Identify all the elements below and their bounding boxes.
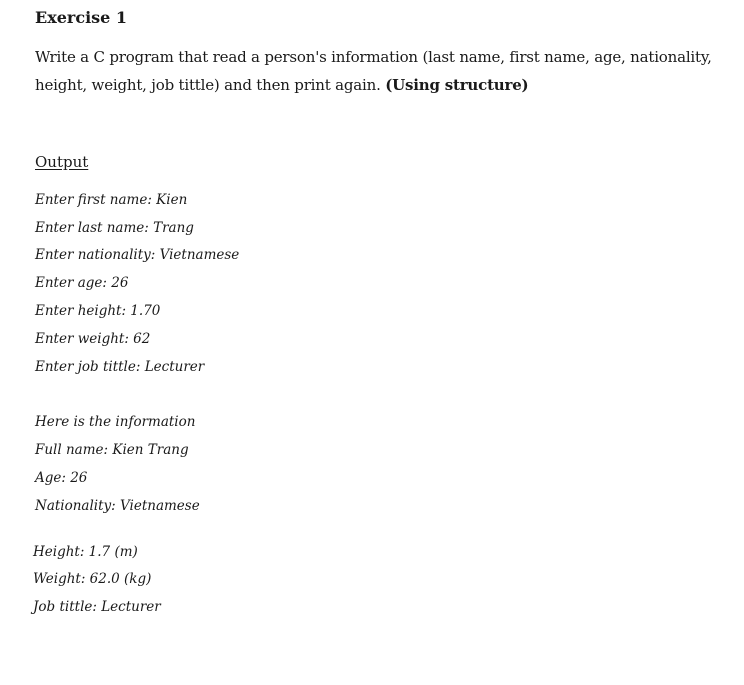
info-nationality: Nationality: Vietnamese — [35, 498, 200, 514]
exercise-title: Exercise 1 — [35, 8, 128, 27]
info-full-name: Full name: Kien Trang — [35, 442, 189, 458]
prompt-nationality: Enter nationality: Vietnamese — [35, 247, 240, 263]
info-job-title: Job tittle: Lecturer — [33, 599, 161, 615]
description-bold-note: (Using structure) — [385, 76, 529, 94]
prompt-weight: Enter weight: 62 — [35, 331, 151, 347]
prompt-job-title: Enter job tittle: Lecturer — [35, 359, 205, 375]
prompt-last-name: Enter last name: Trang — [35, 220, 194, 236]
prompt-first-name: Enter first name: Kien — [35, 192, 188, 208]
prompt-age: Enter age: 26 — [35, 275, 129, 291]
info-header: Here is the information — [35, 414, 196, 430]
output-heading: Output — [35, 153, 89, 171]
description-text: Write a C program that read a person's information (last name, first name, age, nationality, height, weight, job tittle) and then print again. — [35, 48, 712, 94]
info-height: Height: 1.7 (m) — [33, 544, 138, 560]
exercise-description — [35, 43, 715, 99]
prompt-height: Enter height: 1.70 — [35, 303, 161, 319]
info-weight: Weight: 62.0 (kg) — [33, 571, 152, 587]
info-age: Age: 26 — [35, 470, 88, 486]
